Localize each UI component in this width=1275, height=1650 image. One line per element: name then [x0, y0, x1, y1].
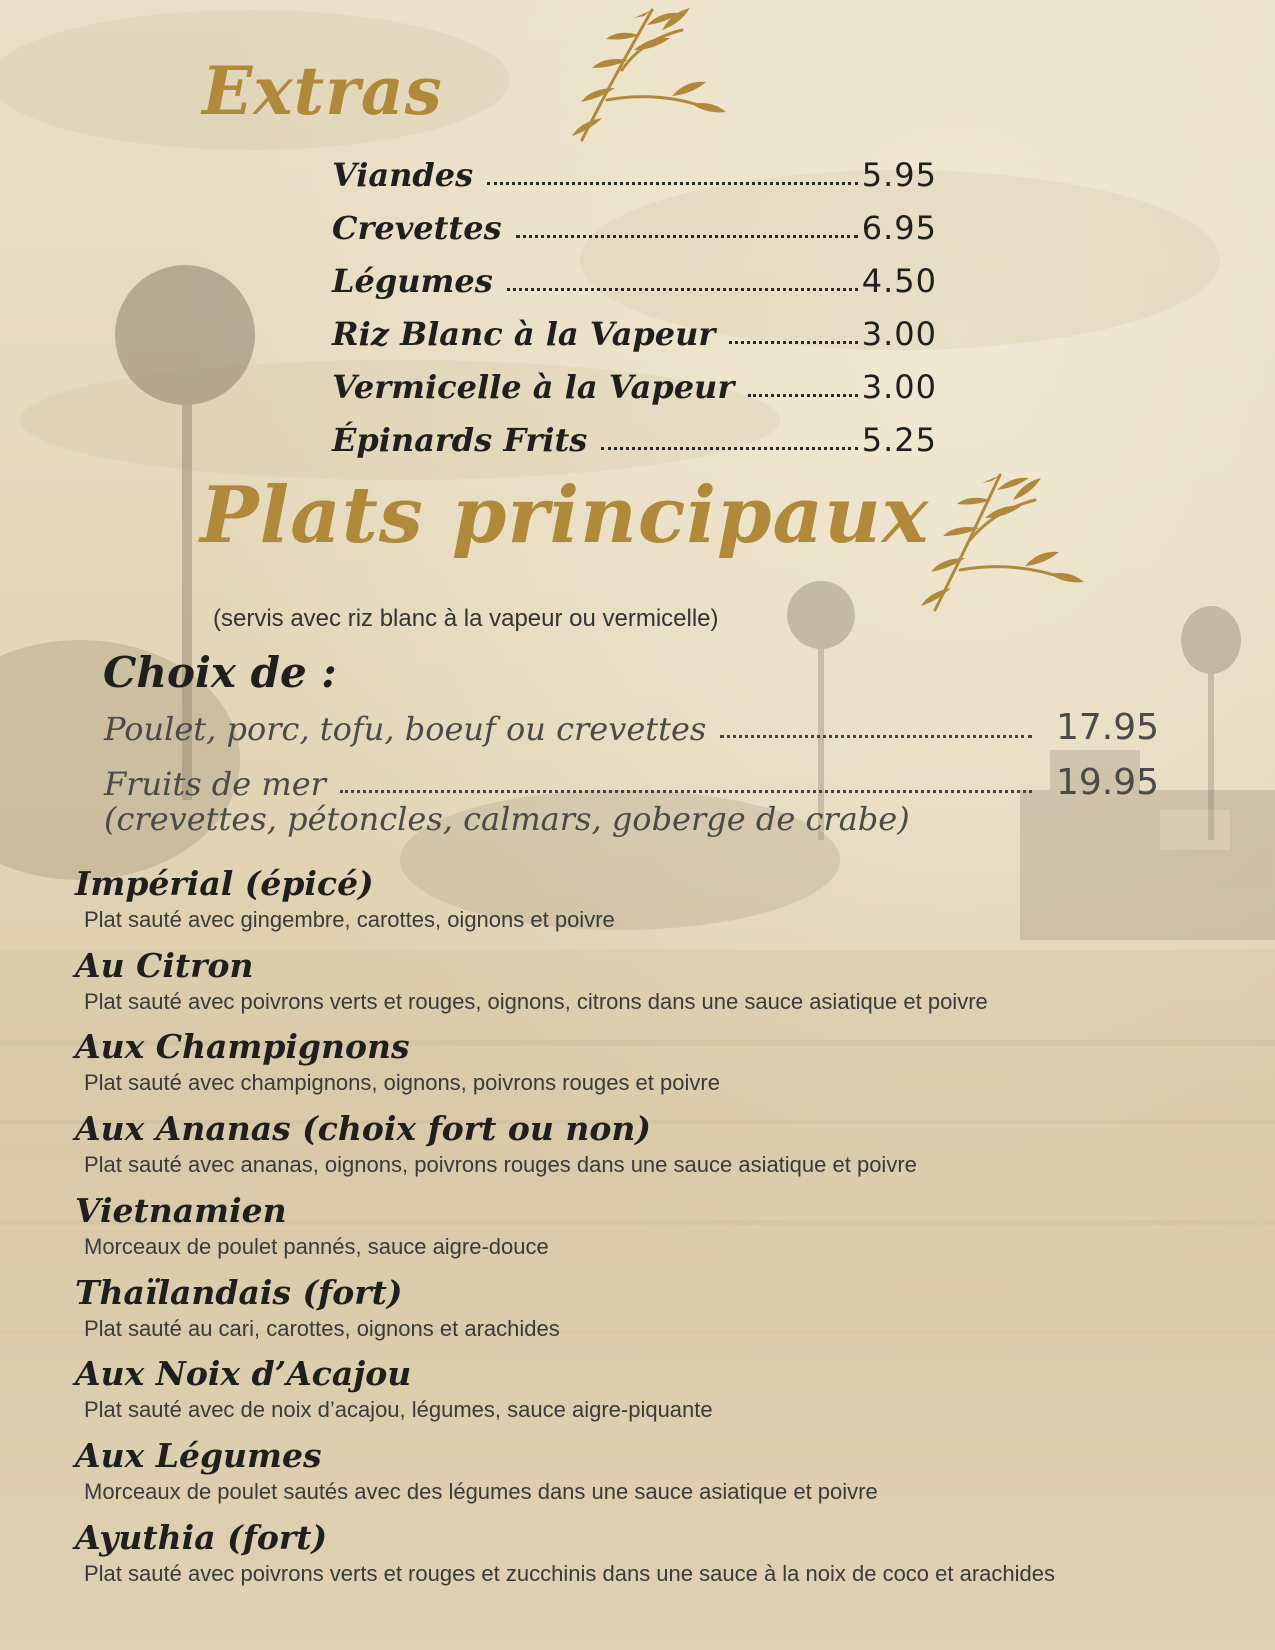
bamboo-leaf-icon [905, 460, 1095, 620]
plats-subtitle: (servis avec riz blanc à la vapeur ou vermicelle) [213, 605, 719, 632]
extras-item-name: Viandes [332, 156, 474, 194]
dish-description: Plat sauté avec de noix d’acajou, légumes, sauce aigre-piquante [84, 1397, 713, 1422]
extras-item-name: Riz Blanc à la Vapeur [332, 315, 716, 353]
dish-name: Aux Noix d’Acajou [75, 1354, 412, 1393]
dish-name: Ayuthia (fort) [75, 1518, 328, 1557]
choice-row-seafood [104, 755, 1159, 803]
dish-item [75, 1434, 878, 1506]
extras-item-name: Vermicelle à la Vapeur [332, 368, 735, 406]
dish-name: Thaïlandais (fort) [75, 1273, 403, 1312]
choice-name: Fruits de mer [104, 765, 326, 803]
extras-item [332, 413, 937, 459]
extras-item [332, 307, 937, 353]
extras-item [332, 254, 937, 300]
extras-item-price: 5.95 [861, 156, 937, 194]
leader-dots [748, 394, 858, 397]
extras-item-price: 6.95 [861, 209, 937, 247]
extras-item-name: Épinards Frits [332, 421, 588, 459]
dish-description: Plat sauté avec ananas, oignons, poivrons rouges dans une sauce asiatique et poivre [84, 1152, 917, 1177]
dish-name: Au Citron [75, 946, 254, 985]
dish-item [75, 944, 988, 1016]
extras-title: Extras [202, 52, 443, 130]
extras-item [332, 148, 937, 194]
leader-dots [601, 447, 857, 450]
dish-item [75, 1516, 1055, 1588]
seafood-note: (crevettes, pétoncles, calmars, goberge de crabe) [104, 800, 910, 838]
dish-description: Morceaux de poulet pannés, sauce aigre-douce [84, 1234, 549, 1259]
dish-description: Morceaux de poulet sautés avec des légumes dans une sauce asiatique et poivre [84, 1479, 878, 1504]
dish-description: Plat sauté avec poivrons verts et rouges, oignons, citrons dans une sauce asiatique et poivre [84, 989, 988, 1014]
choice-row-meat [104, 700, 1159, 748]
leader-dots [720, 735, 1032, 738]
dish-description: Plat sauté avec champignons, oignons, poivrons rouges et poivre [84, 1070, 720, 1095]
extras-item-name: Crevettes [332, 209, 502, 247]
leader-dots [516, 235, 858, 238]
extras-item [332, 360, 937, 406]
bamboo-leaf-icon [552, 0, 742, 150]
dish-description: Plat sauté avec gingembre, carottes, oignons et poivre [84, 907, 615, 932]
dish-item [75, 862, 615, 934]
leader-dots [340, 790, 1032, 793]
dish-name: Aux Champignons [75, 1027, 410, 1066]
dish-item [75, 1025, 720, 1097]
extras-item [332, 201, 937, 247]
dish-description: Plat sauté au cari, carottes, oignons et arachides [84, 1316, 560, 1341]
dish-name: Impérial (épicé) [75, 864, 374, 903]
dish-name: Aux Ananas (choix fort ou non) [75, 1109, 652, 1148]
choice-heading: Choix de : [103, 648, 337, 697]
dish-item [75, 1271, 560, 1343]
choice-name: Poulet, porc, tofu, boeuf ou crevettes [104, 710, 707, 748]
dish-description: Plat sauté avec poivrons verts et rouges et zucchinis dans une sauce à la noix de coco et arachides [84, 1561, 1056, 1586]
extras-item-name: Légumes [332, 262, 493, 300]
extras-item-price: 5.25 [861, 421, 937, 459]
dish-item [75, 1352, 713, 1424]
extras-item-price: 4.50 [861, 262, 937, 300]
extras-item-price: 3.00 [861, 368, 937, 406]
leader-dots [487, 182, 858, 185]
dish-item [75, 1189, 549, 1261]
choice-price: 19.95 [1055, 762, 1159, 803]
dish-name: Vietnamien [75, 1191, 287, 1230]
leader-dots [729, 341, 857, 344]
dish-name: Aux Légumes [75, 1436, 322, 1475]
extras-item-price: 3.00 [861, 315, 937, 353]
dish-item [75, 1107, 917, 1179]
choice-price: 17.95 [1055, 707, 1159, 748]
leader-dots [507, 288, 858, 291]
plats-principaux-title: Plats principaux [200, 470, 930, 561]
